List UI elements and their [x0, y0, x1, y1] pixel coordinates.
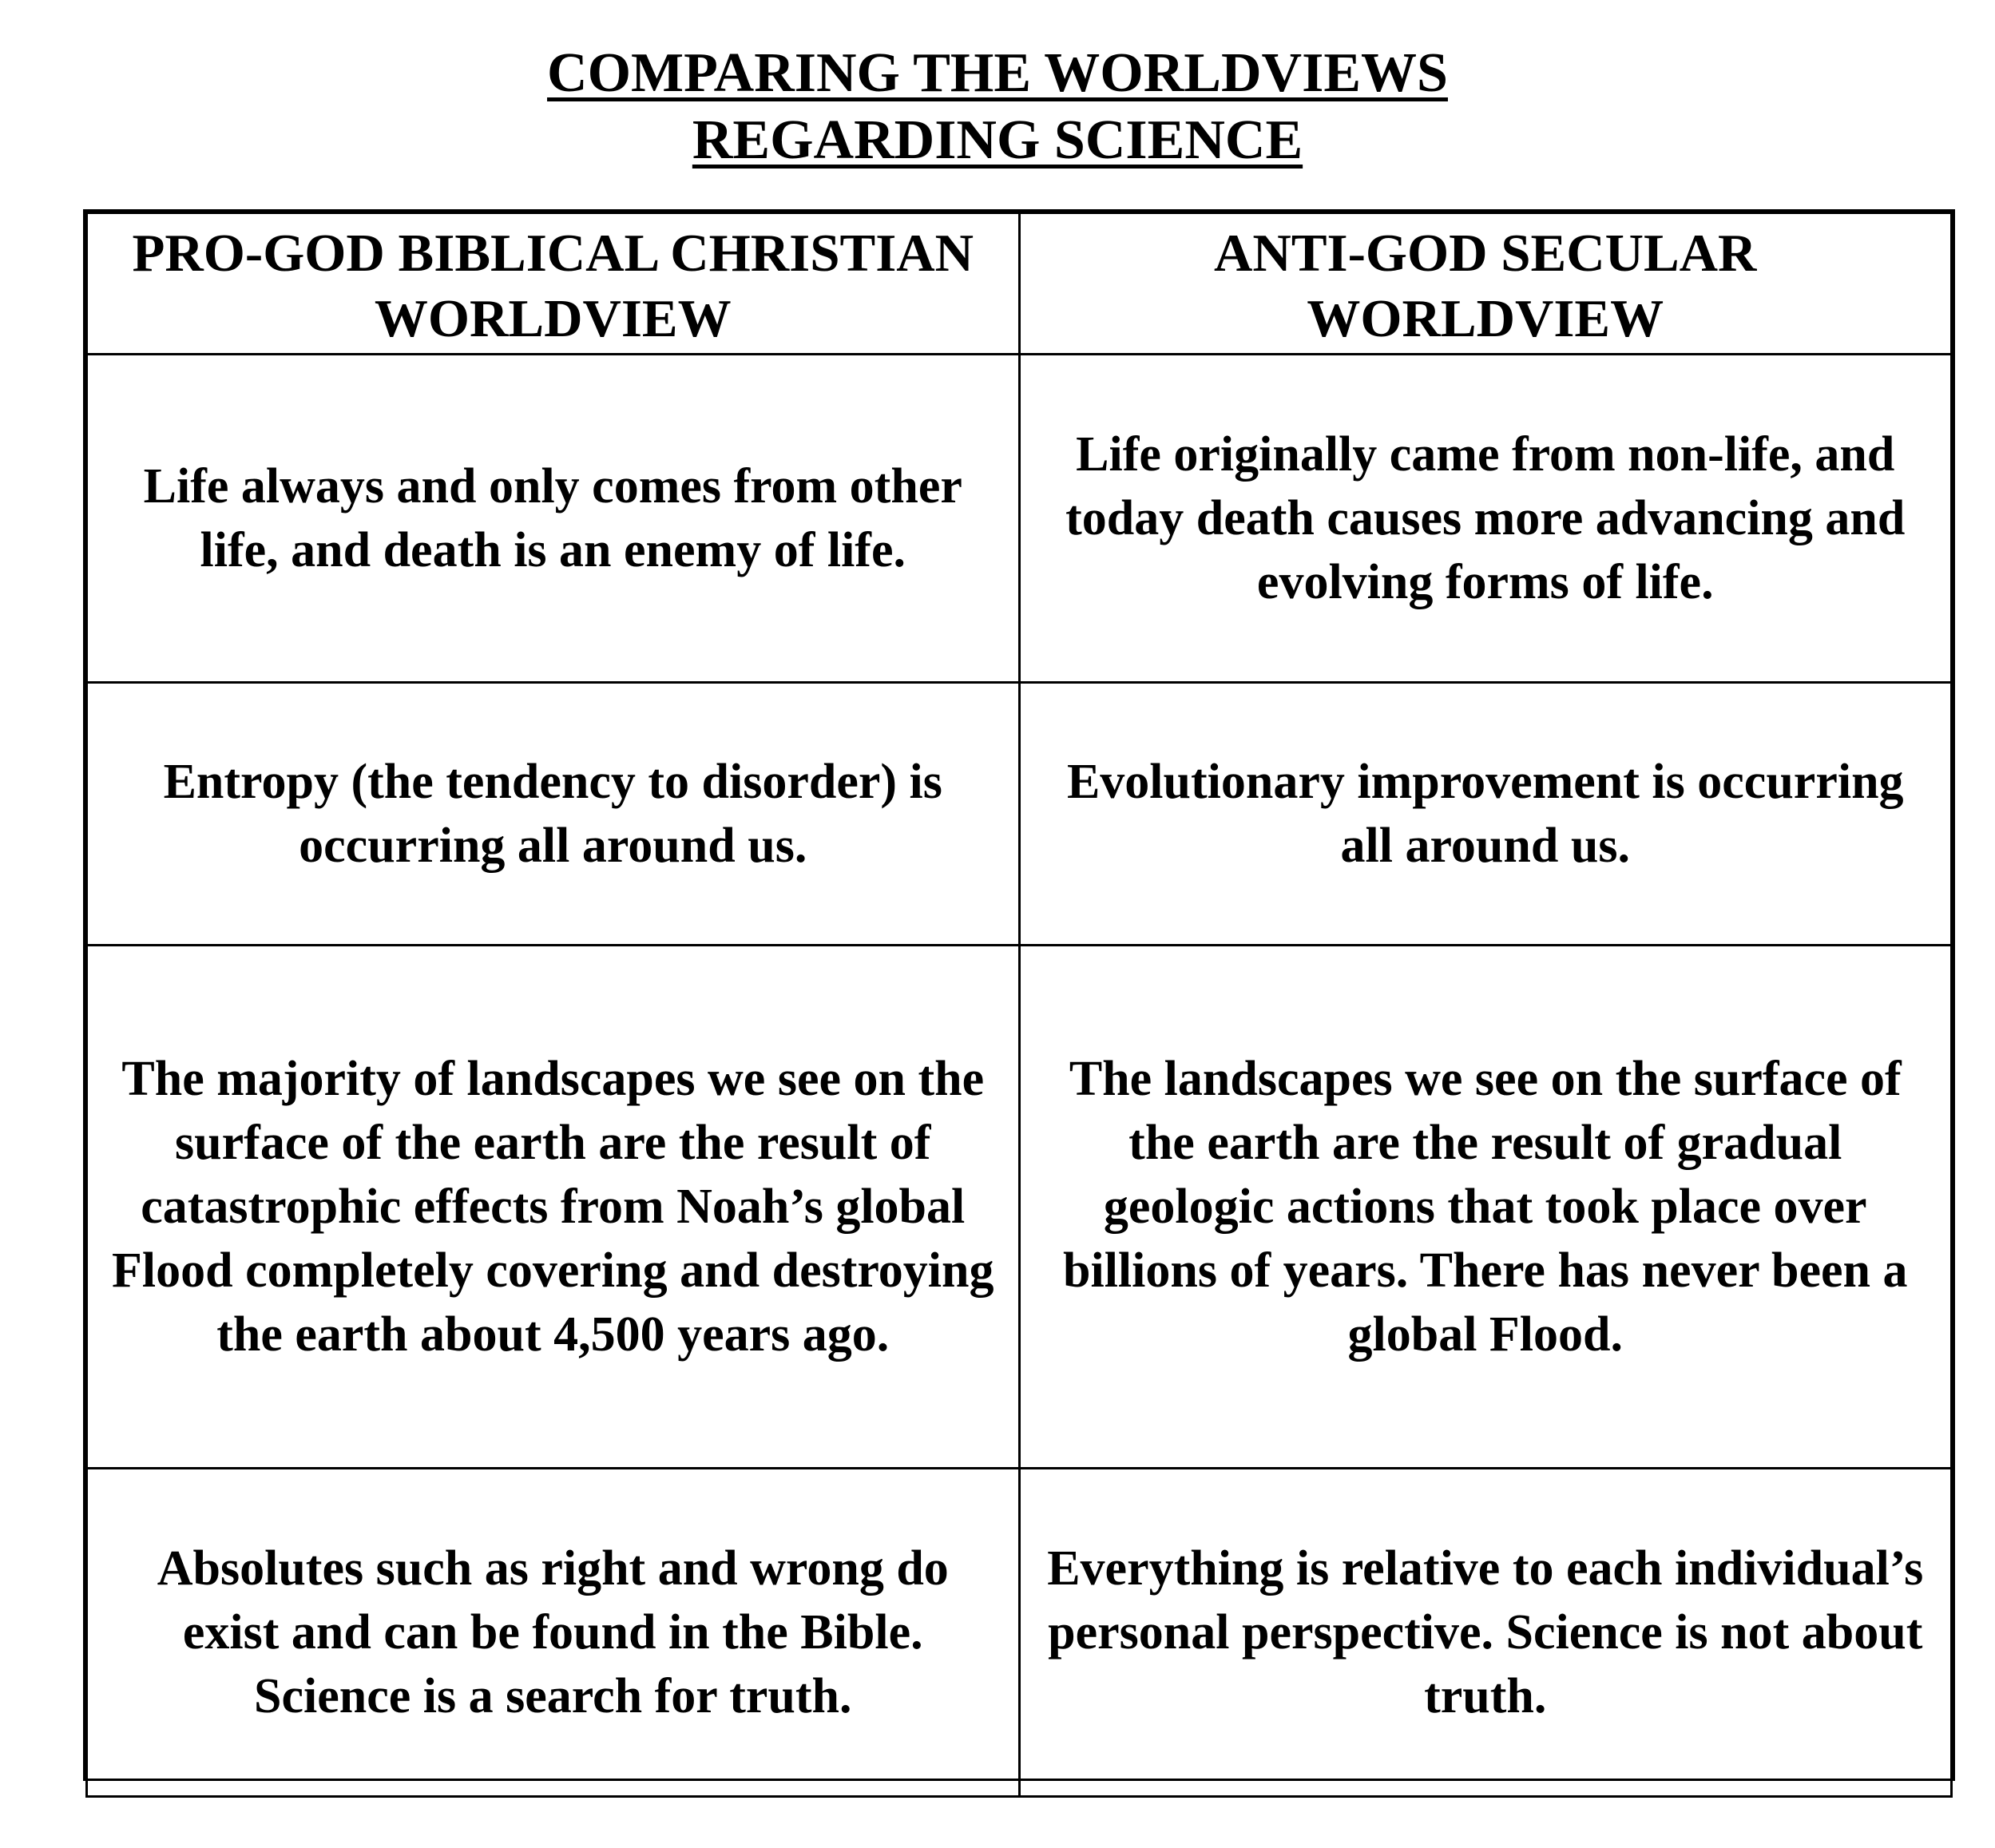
cell-christian-life: Life always and only comes from other life, and death is an enemy of life.: [87, 355, 1020, 683]
header-secular-worldview: ANTI-GOD SECULAR WORLDVIEW: [1019, 213, 1952, 355]
cell-secular-life: Life originally came from non-life, and today death causes more advancing and evolving forms of life.: [1019, 355, 1952, 683]
title-line-1: COMPARING THE WORLDVIEWS: [547, 42, 1448, 104]
document-title: [0, 40, 1995, 174]
cell-christian-landscapes: The majority of landscapes we see on the surface of the earth are the result of catastrophic effects from Noah’s global Flood completely covering and destroying the earth about 4,500 years ago.: [87, 946, 1020, 1469]
table-row: [87, 683, 1952, 946]
cell-christian-entropy: Entropy (the tendency to disorder) is occurring all around us.: [87, 683, 1020, 946]
table-header-row: [87, 213, 1952, 355]
table-row: [87, 946, 1952, 1469]
title-line-2: REGARDING SCIENCE: [692, 109, 1303, 171]
comparison-table: [83, 209, 1955, 1781]
cell-secular-relative: Everything is relative to each individual’s personal perspective. Science is not about truth.: [1019, 1469, 1952, 1797]
cell-secular-evolution: Evolutionary improvement is occurring all around us.: [1019, 683, 1952, 946]
header-christian-worldview: PRO-GOD BIBLICAL CHRISTIAN WORLDVIEW: [87, 213, 1020, 355]
cell-secular-landscapes: The landscapes we see on the surface of the earth are the result of gradual geologic actions that took place over billions of years. There has never been a global Flood.: [1019, 946, 1952, 1469]
table-row: [87, 1469, 1952, 1797]
cell-christian-absolutes: Absolutes such as right and wrong do exist and can be found in the Bible. Science is a search for truth.: [87, 1469, 1020, 1797]
table-row: [87, 355, 1952, 683]
comparison-table-grid: [85, 212, 1953, 1798]
